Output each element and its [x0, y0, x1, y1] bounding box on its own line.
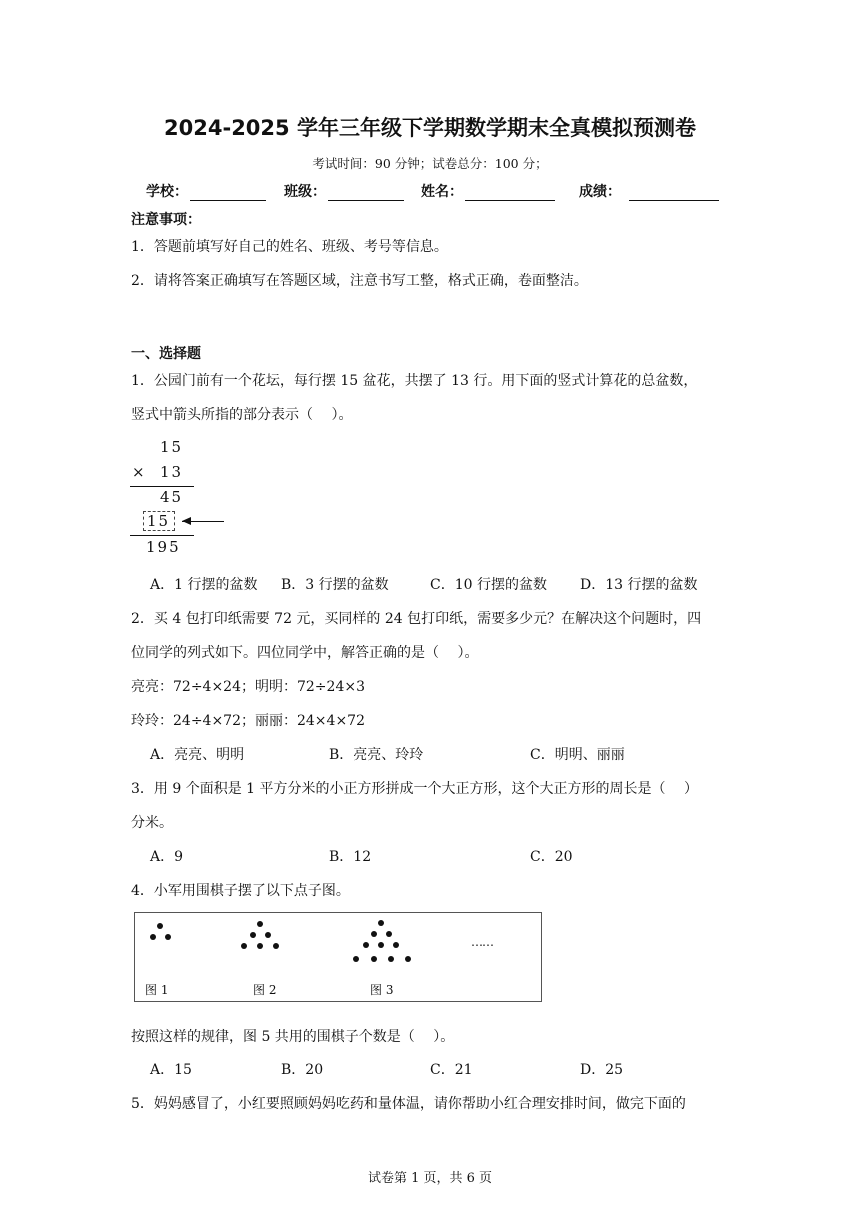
option-b[interactable]: B．12: [329, 849, 372, 865]
name-field: [421, 181, 555, 201]
figure-3-label: 图 3: [370, 983, 394, 997]
calc-rule: [130, 486, 194, 487]
arrow-left-icon: [182, 517, 191, 525]
go-stone: [405, 956, 411, 962]
go-stone: [371, 931, 377, 937]
times-sign: ×: [132, 463, 147, 481]
section-title: 一、选择题: [131, 346, 201, 362]
go-stone: [371, 956, 377, 962]
score-label: 成绩：: [579, 184, 621, 200]
option-c[interactable]: C．明明、丽丽: [530, 747, 625, 763]
notes-heading: 注意事项：: [131, 212, 201, 228]
school-label: 学校：: [146, 184, 188, 200]
question-2-text: 位同学的列式如下。四位同学中，解答正确的是（ ）。: [131, 645, 479, 661]
go-stone: [265, 932, 271, 938]
calc-multiplier: 13: [160, 463, 184, 481]
page-title: 2024-2025 学年三年级下学期数学期末全真模拟预测卷: [164, 116, 696, 140]
go-stone: [363, 942, 369, 948]
score-field: [579, 181, 719, 201]
question-2-text: 2．买 4 包打印纸需要 72 元，买同样的 24 包打印纸，需要多少元？在解决这个问题时，四: [131, 611, 702, 627]
calc-result: 195: [146, 538, 181, 556]
class-field: [284, 181, 404, 201]
school-field: [146, 181, 266, 201]
question-2-expressions: 玲玲：24÷4×72；丽丽：24×4×72: [131, 713, 365, 729]
question-2-expressions: 亮亮：72÷4×24；明明：72÷24×3: [131, 679, 365, 695]
option-d[interactable]: D．25: [580, 1062, 624, 1078]
exam-info: 考试时间：90 分钟；试卷总分：100 分；: [312, 156, 548, 171]
class-blank[interactable]: [328, 186, 404, 201]
question-1-text: 1．公园门前有一个花坛，每行摆 15 盆花，共摆了 13 行。用下面的竖式计算花的总盆数，: [131, 373, 698, 389]
option-c[interactable]: C．20: [530, 849, 573, 865]
calc-partial-2: 15: [147, 512, 171, 530]
option-b[interactable]: B．20: [281, 1062, 324, 1078]
option-a[interactable]: A．15: [150, 1062, 192, 1078]
option-a[interactable]: A．亮亮、明明: [150, 747, 245, 763]
go-stone: [378, 942, 384, 948]
question-1-text: 竖式中箭头所指的部分表示（ ）。: [131, 407, 353, 423]
dot-pattern-figure: [134, 912, 542, 1002]
note-item: 1．答题前填写好自己的姓名、班级、考号等信息。: [131, 239, 448, 255]
go-stone: [150, 934, 156, 940]
go-stone: [378, 920, 384, 926]
note-item: 2．请将答案正确填写在答题区域，注意书写工整，格式正确，卷面整洁。: [131, 273, 588, 289]
go-stone: [273, 943, 279, 949]
go-stone: [241, 943, 247, 949]
go-stone: [388, 956, 394, 962]
score-blank[interactable]: [629, 186, 719, 201]
calc-rule: [130, 535, 194, 536]
question-4-text: 按照这样的规律，图 5 共用的围棋子个数是（ ）。: [131, 1029, 455, 1045]
go-stone: [257, 921, 263, 927]
option-c[interactable]: C．10 行摆的盆数: [430, 577, 547, 593]
ellipsis: ……: [471, 935, 493, 949]
go-stone: [165, 934, 171, 940]
option-b[interactable]: B．3 行摆的盆数: [281, 577, 389, 593]
go-stone: [353, 956, 359, 962]
option-d[interactable]: D．13 行摆的盆数: [580, 577, 698, 593]
option-c[interactable]: C．21: [430, 1062, 473, 1078]
question-3-text: 3．用 9 个面积是 1 平方分米的小正方形拼成一个大正方形，这个大正方形的周长是（ ）: [131, 781, 698, 797]
option-a[interactable]: A．1 行摆的盆数: [150, 577, 258, 593]
go-stone: [393, 942, 399, 948]
calc-multiplicand: 15: [160, 438, 184, 456]
name-label: 姓名：: [421, 184, 463, 200]
go-stone: [386, 931, 392, 937]
figure-2-label: 图 2: [253, 983, 277, 997]
name-blank[interactable]: [465, 186, 555, 201]
calc-partial-1: 45: [160, 488, 184, 506]
option-b[interactable]: B．亮亮、玲玲: [329, 747, 424, 763]
school-blank[interactable]: [190, 186, 266, 201]
question-5-text: 5．妈妈感冒了，小红要照顾妈妈吃药和量体温，请你帮助小红合理安排时间，做完下面的: [131, 1096, 686, 1112]
option-a[interactable]: A．9: [150, 849, 184, 865]
go-stone: [157, 923, 163, 929]
question-3-text: 分米。: [131, 815, 173, 831]
class-label: 班级：: [284, 184, 326, 200]
page-footer: 试卷第 1 页，共 6 页: [367, 1171, 493, 1186]
go-stone: [250, 932, 256, 938]
go-stone: [257, 943, 263, 949]
figure-1-label: 图 1: [145, 983, 169, 997]
question-4-text: 4．小军用围棋子摆了以下点子图。: [131, 883, 350, 899]
